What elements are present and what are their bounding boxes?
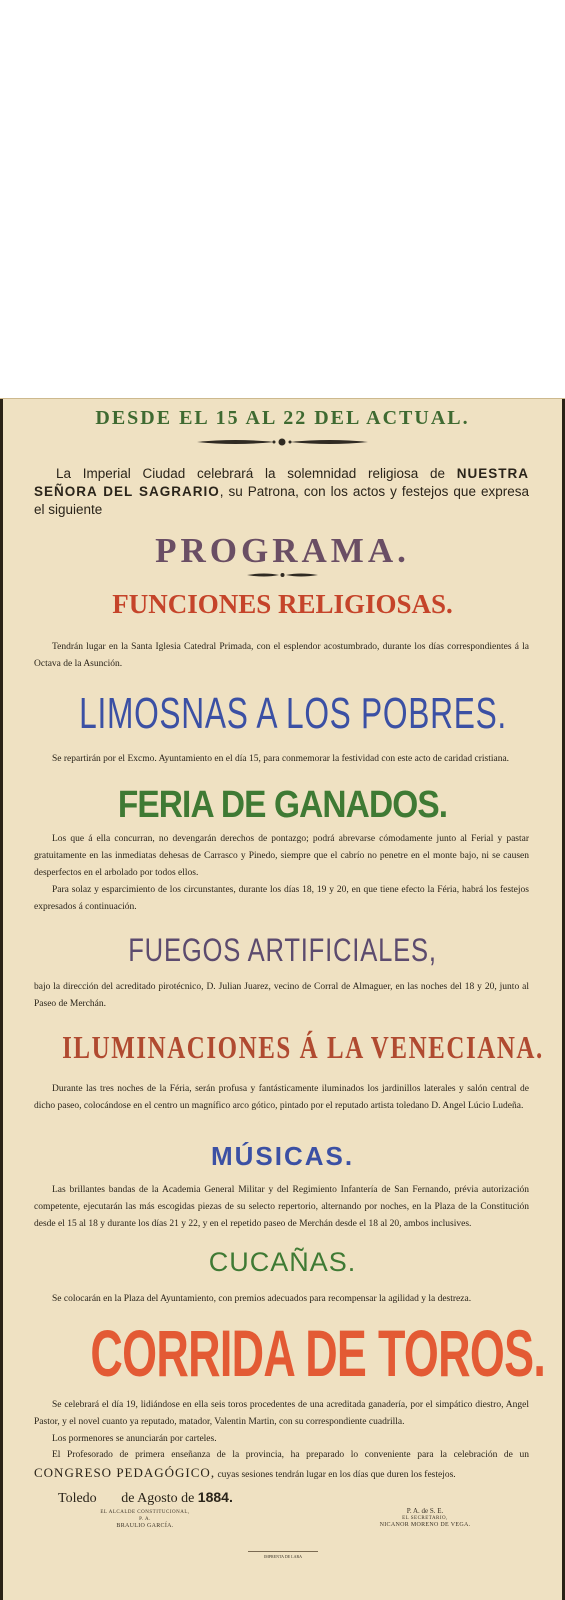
intro-bold-text: NUESTRA SEÑORA DEL SAGRARIO bbox=[34, 466, 529, 499]
dateline-year: 1884. bbox=[197, 1489, 233, 1505]
signature-right bbox=[360, 1507, 490, 1528]
signature-left bbox=[90, 1509, 200, 1529]
printer-credit bbox=[248, 1551, 318, 1559]
signature-right-name: NICANOR MORENO DE VEGA. bbox=[379, 1522, 471, 1528]
section-paragraph: Se repartirán por el Excmo. Ayuntamiento en el día 15, para conmemorar la festividad con este acto de caridad cristiana. bbox=[52, 754, 510, 764]
small-ornament-icon bbox=[245, 571, 320, 579]
printer-name: IMPRENTA DE LARA bbox=[263, 1554, 303, 1559]
poster bbox=[0, 398, 565, 1600]
section-heading-funciones: FUNCIONES RELIGIOSAS. bbox=[112, 589, 453, 619]
intro-text-2: , su Patrona, con los actos y festejos que expresa el siguiente bbox=[34, 484, 529, 517]
programa-title: PROGRAMA. bbox=[155, 531, 410, 570]
intro-text-1: La Imperial Ciudad celebrará la solemnidad religiosa de bbox=[56, 466, 457, 481]
closing-text-2: cuyas sesiones tendrán lugar en los días que duren los festejos. bbox=[215, 1470, 456, 1480]
section-heading-limosnas: LIMOSNAS A LOS POBRES. bbox=[79, 689, 507, 738]
poster-header: DESDE EL 15 AL 22 DEL ACTUAL. bbox=[95, 407, 470, 429]
section-text-cucanas bbox=[34, 1291, 529, 1308]
section-paragraph: bajo la dirección del acreditado pirotécnico, D. Julian Juarez, vecino de Corral de Almaguer, en las noches del 18 y 20, junto al Paseo de Merchán. bbox=[34, 982, 529, 1009]
section-paragraph: Tendrán lugar en la Santa Iglesia Catedral Primada, con el esplendor acostumbrado, durante los días correspondientes á la Octava de la Asunción. bbox=[34, 642, 529, 669]
section-heading-corrida: CORRIDA DE TOROS. bbox=[90, 1316, 546, 1390]
section-heading-fuegos: FUEGOS ARTIFICIALES, bbox=[128, 932, 437, 968]
section-paragraph: Los que á ella concurran, no devengarán derechos de pontazgo; podrá abrevarse cómodamente junto al Ferial y pastar gratuitamente en las inmediatas dehesas de Carrasco y Pinedo, siempre que el cabrío no penetre en el monte bajo, ni se causen desperfectos en el arbolado por todos ellos. bbox=[34, 834, 529, 878]
section-heading-cucanas: CUCAÑAS. bbox=[208, 1247, 357, 1277]
section-heading-musicas: MÚSICAS. bbox=[210, 1141, 355, 1171]
printer-rule bbox=[248, 1551, 318, 1552]
section-text-musicas bbox=[34, 1182, 529, 1233]
signature-right-title: EL SECRETARIO, bbox=[402, 1516, 448, 1521]
dateline-date: de Agosto de bbox=[121, 1491, 195, 1506]
section-text-iluminaciones bbox=[34, 1081, 529, 1115]
section-paragraph: Durante las tres noches de la Féria, serán profusa y fantásticamente iluminados los jardinillos laterales y salón central de dicho paseo, colocándose en el centro un magnífico arco gótico, pintado por el reputado artista toledano D. Angel Lúcio Ludeña. bbox=[34, 1084, 529, 1111]
dateline-place: Toledo bbox=[58, 1491, 97, 1506]
section-text-feria bbox=[34, 831, 529, 916]
section-paragraph: Los pormenores se anunciarán por carteles. bbox=[52, 1434, 217, 1444]
signature-left-title: EL ALCALDE CONSTITUCIONAL, bbox=[100, 1510, 190, 1515]
signature-left-pa: P. A. bbox=[139, 1517, 151, 1522]
dateline bbox=[58, 1489, 233, 1507]
section-heading-feria: FERIA DE GANADOS. bbox=[117, 784, 448, 826]
intro-paragraph bbox=[34, 465, 529, 519]
section-heading-iluminaciones: ILUMINACIONES Á LA VENECIANA. bbox=[62, 1029, 544, 1065]
section-text-corrida bbox=[34, 1397, 529, 1448]
section-paragraph: Se colocarán en la Plaza del Ayuntamiento, con premios adecuados para recompensar la agilidad y la destreza. bbox=[52, 1294, 472, 1304]
closing-paragraph bbox=[34, 1447, 529, 1484]
congreso-text: CONGRESO PEDAGÓGICO, bbox=[34, 1465, 216, 1480]
signature-right-pa: P. A. de S. E. bbox=[406, 1507, 444, 1515]
signature-left-name: BRAULIO GARCÍA. bbox=[116, 1523, 174, 1529]
section-paragraph: Las brillantes bandas de la Academia General Militar y del Regimiento Infantería de San Fernando, prévia autorización competente, ejecutarán las más escogidas piezas de su selecto repertorio, alternando por noches, en la Plaza de la Constitución desde el 15 al 18 y durante los días 21 y 22, y en el repetido paseo de Merchán desde el 18 al 20, ambos inclusives. bbox=[34, 1185, 529, 1229]
section-text-funciones bbox=[34, 639, 529, 673]
closing-text: El Profesorado de primera enseñanza de la provincia, ha preparado lo conveniente para la celebración de un bbox=[52, 1450, 529, 1460]
section-text-fuegos bbox=[34, 979, 529, 1013]
section-paragraph: Se celebrará el día 19, lidiándose en ella seis toros procedentes de una acreditada ganadería, por el simpático diestro, Angel Pastor, y el novel cuanto ya reputado, matador, Valentin Martin, con su correspondiente cuadrilla. bbox=[34, 1400, 529, 1427]
section-text-limosnas bbox=[34, 751, 529, 768]
poster-left-edge bbox=[0, 399, 3, 1600]
ornament-divider-icon bbox=[195, 436, 370, 448]
section-paragraph: Para solaz y esparcimiento de los circunstantes, durante los días 18, 19 y 20, en que tiene efecto la Féria, habrá los festejos expresados á continuación. bbox=[34, 885, 529, 912]
